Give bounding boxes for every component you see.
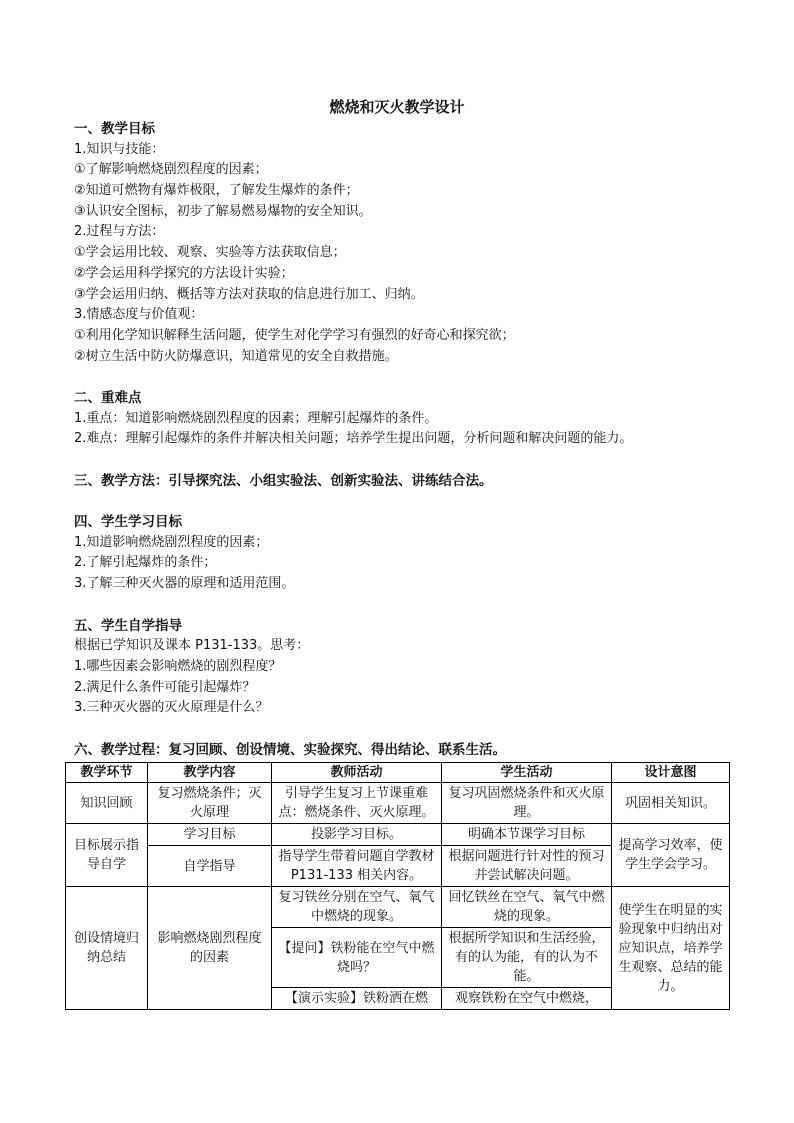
text-line: 3.三种灭火器的灭火原理是什么？ [74,700,269,716]
teacher-cell: 复习铁丝分别在空气、氧气中燃烧的现象。 [272,887,442,928]
spacer [74,595,734,616]
text-line: ③学会运用归纳、概括等方法对获取的信息进行加工、归纳。 [74,286,424,302]
header-cell: 教学内容 [148,763,272,783]
text-line: ②学会运用科学探究的方法设计实验； [74,265,294,281]
teacher-cell: 指导学生带着问题自学教材 P131-133 相关内容。 [272,846,442,887]
content-cell: 自学指导 [148,846,272,887]
student-cell: 明确本节课学习目标 [442,824,612,846]
header-cell: 设计意图 [612,763,730,783]
section-heading: 五、学生自学指导 [74,617,182,634]
stage-cell: 目标展示指导自学 [66,824,148,887]
content-cell: 影响燃烧剧烈程度的因素 [148,887,272,1010]
text-line: ①了解影响燃烧剧烈程度的因素； [74,162,268,178]
student-cell: 复习巩固燃烧条件和灭火原理。 [442,783,612,824]
teacher-cell: 引导学生复习上节课重难点：燃烧条件、灭火原理。 [272,783,442,824]
header-cell: 教学环节 [66,763,148,783]
table-row [66,824,730,846]
text-line: ①利用化学知识解释生活问题，使学生对化学学习有强烈的好奇心和探究欲； [74,327,515,343]
document-title: 燃烧和灭火教学设计 [329,98,465,116]
intent-cell: 提高学习效率，使学生学会学习。 [612,824,730,887]
section-1-list [74,140,734,368]
spacer [74,367,734,388]
text-line: ②知道可燃物有爆炸极限，了解发生爆炸的条件； [74,183,359,199]
stage-cell: 知识回顾 [66,783,148,824]
text-line: ②树立生活中防火防爆意识，知道常见的安全自救措施。 [74,348,398,364]
section-heading: 六、教学过程：复习回顾、创设情境、实验探究、得出结论、联系生活。 [74,741,506,758]
text-line: 3.情感态度与价值观： [74,307,204,323]
text-line: 2.满足什么条件可能引起爆炸？ [74,679,256,695]
student-cell: 回忆铁丝在空气、氧气中燃烧的现象。 [442,887,612,928]
stage-cell: 创设情境归纳总结 [66,887,148,1010]
text-line: 1.知识与技能： [74,141,165,157]
text-line: 2.过程与方法： [74,224,165,240]
teaching-process-table [65,762,730,1010]
content-cell: 复习燃烧条件；灭火原理 [148,783,272,824]
text-line: 1.哪些因素会影响燃烧的剧烈程度？ [74,658,282,674]
student-cell: 观察铁粉在空气中燃烧， [442,988,612,1010]
table-row [66,783,730,824]
header-cell: 教师活动 [272,763,442,783]
text-line: 2.难点：理解引起爆炸的条件并解决相关问题；培养学生提出问题，分析问题和解决问题的能力。 [74,431,633,447]
text-line: 1.知道影响燃烧剧烈程度的因素； [74,534,269,550]
intent-cell: 巩固相关知识。 [612,783,730,824]
teacher-cell: 【提问】铁粉能在空气中燃烧吗？ [272,928,442,988]
text-line: 3.了解三种灭火器的原理和适用范围。 [74,576,295,592]
text-line: 2.了解引起爆炸的条件； [74,555,217,571]
header-cell: 学生活动 [442,763,612,783]
content-cell: 学习目标 [148,824,272,846]
student-cell: 根据问题进行针对性的预习并尝试解决问题。 [442,846,612,887]
section-heading: 四、学生学习目标 [74,514,182,531]
intent-cell: 使学生在明显的实验现象中归纳出对应知识点，培养学生观察、总结的能力。 [612,887,730,1010]
spacer [74,450,734,471]
teacher-cell: 投影学习目标。 [272,824,442,846]
section-heading: 三、教学方法：引导探究法、小组实验法、创新实验法、讲练结合法。 [74,472,493,489]
text-line: 1.重点：知道影响燃烧剧烈程度的因素；理解引起爆炸的条件。 [74,410,438,426]
table-header-row [66,763,730,783]
spacer [74,491,734,512]
spacer [74,719,734,740]
section-heading: 二、重难点 [74,389,142,406]
text-line: ①学会运用比较、观察、实验等方法获取信息； [74,245,346,261]
text-line: ③认识安全图标，初步了解易燃易爆物的安全知识。 [74,203,372,219]
table-row [66,887,730,928]
text-line: 根据已学知识及课本 P131-133。思考： [74,638,310,654]
section-heading: 一、教学目标 [74,121,155,137]
document-body [74,119,734,760]
student-cell: 根据所学知识和生活经验，有的认为能，有的认为不能。 [442,928,612,988]
teacher-cell: 【演示实验】铁粉洒在燃 [272,988,442,1010]
